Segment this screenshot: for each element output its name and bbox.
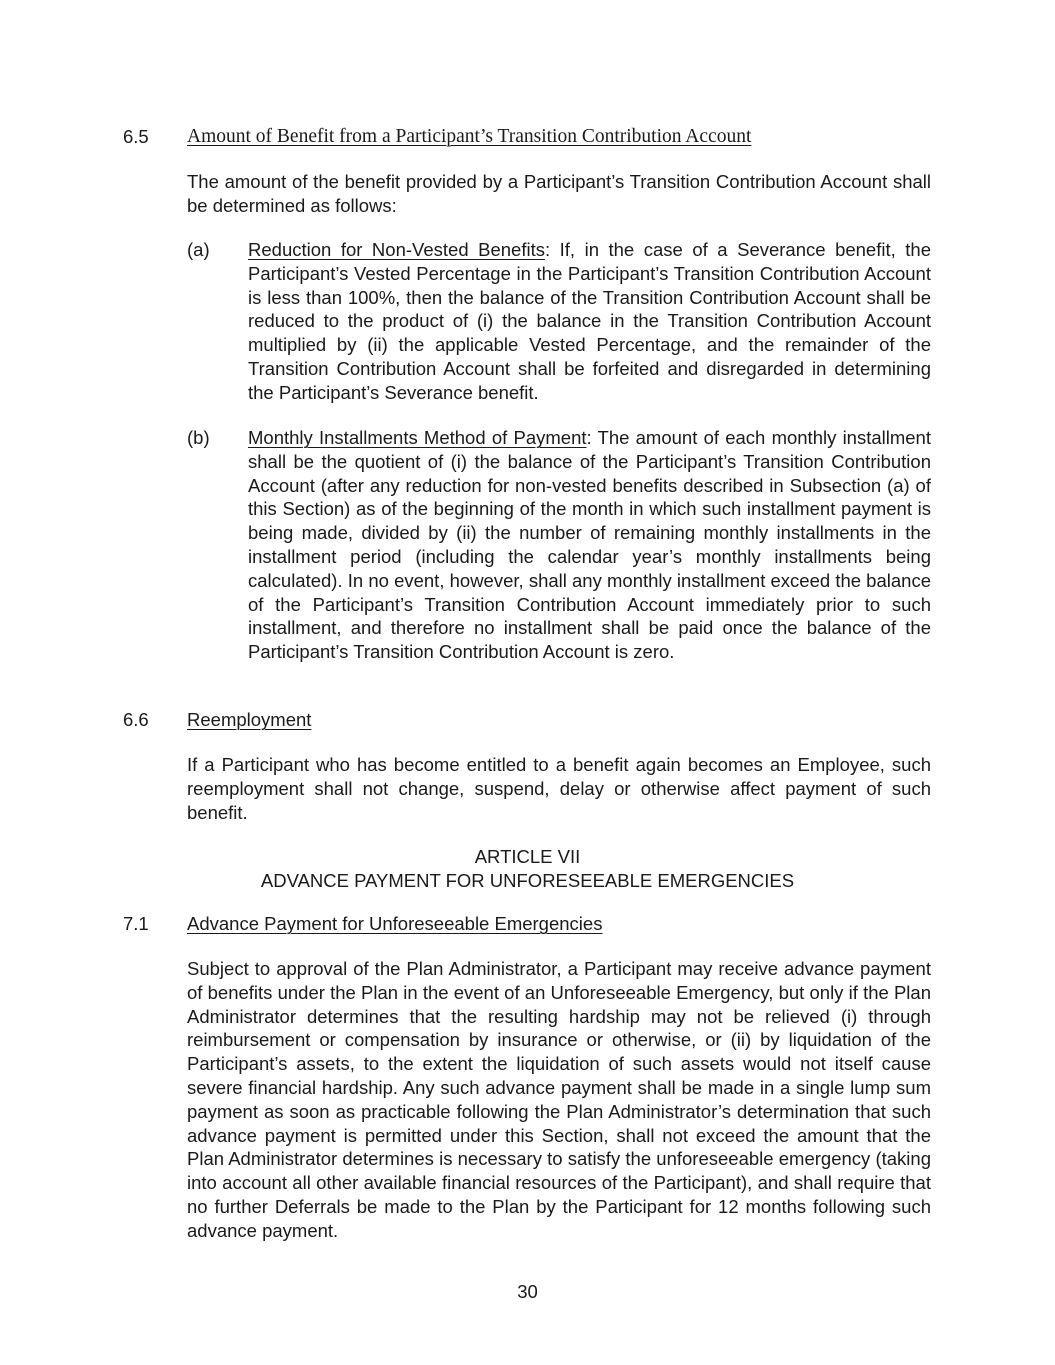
item-b-body — [248, 426, 931, 664]
item-a-body — [248, 238, 931, 405]
section-6-5-title: Amount of Benefit from a Participant’s Transition Contribution Account — [187, 126, 752, 147]
section-7-1-title: Advance Payment for Unforeseeable Emergencies — [187, 913, 603, 934]
item-b-text: : The amount of each monthly installment shall be the quotient of (i) the balance of the Participant’s Transition Contribution Account (after any reduction for non-vested benefits described in Subsection (a) of this Section) as of the beginning of the month in which such installment payment is being made, divided by (ii) the number of remaining monthly installments in the installment period (including the calendar year’s monthly installments being calculated). In no event, however, shall any monthly installment exceed the balance of the Participant’s Transition Contribution Account immediately prior to such installment, and therefore no installment shall be paid once the balance of the Participant’s Transition Contribution Account is zero. — [248, 427, 931, 663]
item-a-text: : If, in the case of a Severance benefit, the Participant’s Vested Percentage in the Participant’s Transition Contribution Account is less than 100%, then the balance of the Transition Contribution Account shall be reduced to the product of (i) the balance in the Transition Contribution Account multiplied by (ii) the applicable Vested Percentage, and the remainder of the Transition Contribution Account shall be forfeited and disregarded in determining the Participant’s Severance benefit. — [248, 239, 931, 403]
section-6-5-intro: The amount of the benefit provided by a Participant’s Transition Contribution Account shall be determined as follows: — [187, 171, 931, 216]
section-7-1-number: 7.1 — [123, 913, 149, 934]
item-a-label: (a) — [187, 239, 210, 260]
article-number: ARTICLE VII — [474, 846, 581, 867]
section-6-6-number: 6.6 — [123, 709, 149, 730]
section-6-6-text: If a Participant who has become entitled to a benefit again becomes an Employee, such reemployment shall not change, suspend, delay or otherwise affect payment of such benefit. — [187, 754, 931, 823]
item-a-heading: Reduction for Non-Vested Benefits — [248, 239, 545, 260]
section-6-5-number: 6.5 — [123, 126, 149, 147]
section-6-6-title: Reemployment — [187, 709, 312, 730]
article-title: ADVANCE PAYMENT FOR UNFORESEEABLE EMERGENCIES — [260, 870, 795, 891]
section-7-1-text: Subject to approval of the Plan Administrator, a Participant may receive advance payment of benefits under the Plan in the event of an Unforeseeable Emergency, but only if the Plan Administrator determines that the resulting hardship may not be relieved (i) through reimbursement or compensation by insurance or otherwise, or (ii) by liquidation of the Participant’s assets, to the extent the liquidation of such assets would not itself cause severe financial hardship. Any such advance payment shall be made in a single lump sum payment as soon as practicable following the Plan Administrator’s determination that such advance payment is permitted under this Section, shall not exceed the amount that the Plan Administrator determines is necessary to satisfy the unforeseeable emergency (taking into account all other available financial resources of the Participant), and shall require that no further Deferrals be made to the Plan by the Participant for 12 months following such advance payment. — [187, 958, 931, 1241]
item-b-heading: Monthly Installments Method of Payment — [248, 427, 587, 448]
page-number: 30 — [517, 1281, 538, 1302]
item-b-label: (b) — [187, 427, 210, 448]
